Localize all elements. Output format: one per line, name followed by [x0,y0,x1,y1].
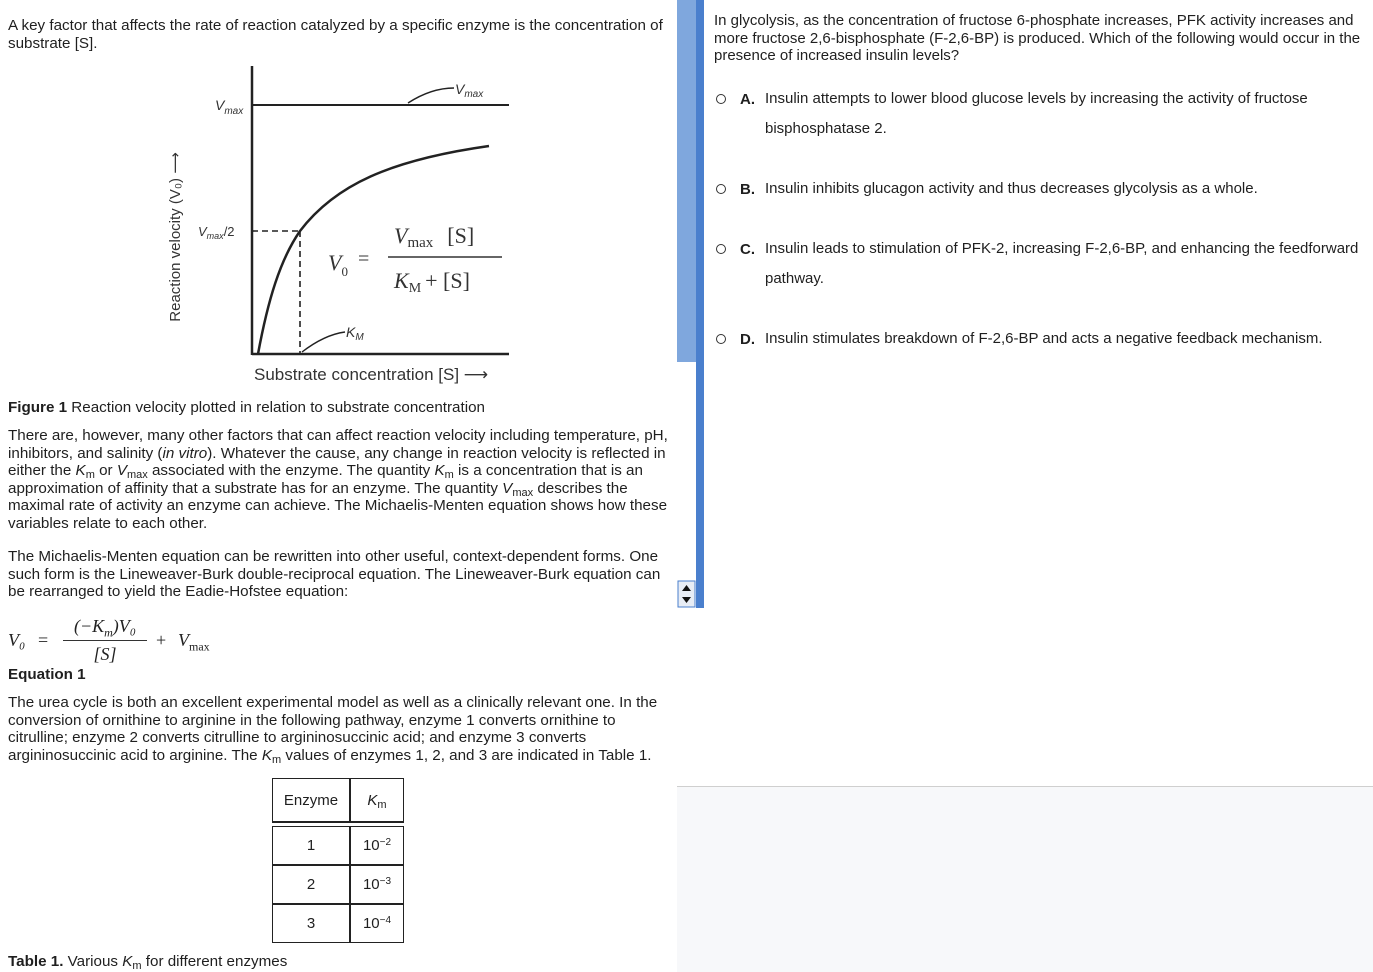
radio-button-icon[interactable] [716,94,726,104]
passage-pane[interactable] [0,0,676,972]
radio-button-icon[interactable] [716,244,726,254]
passage-paragraph-3: The Michaelis-Menten equation can be rewritten into other useful, context-dependent forms. One such form is the Lineweaver-Burk double-reciprocal equation. The Lineweaver-Burk equation can be rearranged to yield the Eadie-Hofstee equation: [8,548,661,601]
radio-button-icon[interactable] [716,184,726,194]
table-1-caption: Table 1. Various $K_m$ for different enzymes [8,953,288,972]
table-row: 3 $10^{-4}$ [272,904,404,943]
km-table [272,778,404,943]
michaelis-menten-curve [258,146,489,354]
table-row: 2 $10^{-3}$ [272,865,404,904]
scrollbar-thumb[interactable] [677,0,696,362]
table-header-enzyme: Enzyme [272,778,350,823]
table-row: 1 $10^{-2}$ [272,826,404,865]
passage-intro: A key factor that affects the rate of reaction catalyzed by a specific enzyme is the concentration of substrate [S]. [8,17,663,52]
mm-equation [328,223,502,296]
svg-text:=: = [358,248,370,270]
figure-1-graph [150,60,530,395]
equation-1: V₀ = $(-K_m)V_0$ [S] + $V_{max}$ [8,616,210,664]
table-header-km: $K_m$ [350,778,404,823]
equation-1-label: Equation 1 [8,666,86,683]
vmax-callout-label: $V_{max}$ [455,81,484,100]
svg-text:V0: $V_0$ [328,250,348,279]
svg-text:KM+ [S]: KM + [S] [394,268,470,296]
scrollbar-track[interactable] [696,0,704,608]
svg-text:Vmax[S]: Vmax [S] [394,223,475,251]
table-header-row [272,778,404,823]
vmax-callout-arrow [408,88,454,103]
bottom-panel [677,787,1373,972]
km-callout-label: $K_M$ [346,324,364,343]
question-stem: In glycolysis, as the concentration of fructose 6-phosphate increases, PFK activity increases and more fructose 2,6-bisphosphate (F-2,6-BP) is produced. Which of the following would occur in the presence of increased insulin levels? [714,12,1361,64]
vmax-axis-label: $V_{max}$ [215,97,244,117]
passage-paragraph-2: There are, however, many other factors that can affect reaction velocity including temperature, pH, inhibitors, and salinity (in vitro). Whatever the cause, any change in reaction velocity is reflected in either the $K_m$ or $V_{max}$ associated with the enzyme. The quantity $K_m$ is a concentration that is an approximation of affinity that a substrate has for an enzyme. The quantity $V_{max}$ describes the maximal rate of activity an enzyme can achieve. The Michaelis-Menten equation shows how these variables relate to each other. [8,427,668,532]
radio-button-icon[interactable] [716,334,726,344]
scrollbar-arrows[interactable] [677,580,696,608]
vmax-half-label: $V_{max}/2$ [198,224,235,241]
y-axis-label: Reaction velocity (V₀) ⟶ [167,152,184,322]
passage-paragraph-4: The urea cycle is both an excellent experimental model as well as a clinically relevant one. In the conversion of ornithine to arginine in the following pathway, enzyme 1 converts ornithine to citrulline; enzyme 2 converts citrulline to argininosuccinic acid; and enzyme 3 converts argininosuccinic acid to arginine. The $K_m$ values of enzymes 1, 2, and 3 are indicated in Table 1. [8,694,658,766]
km-callout-arrow [302,332,345,352]
x-axis-label: Substrate concentration [S] ⟶ [254,365,489,384]
figure-1-caption: Figure 1 Reaction velocity plotted in relation to substrate concentration [8,399,485,416]
passage-scrollbar[interactable] [677,0,704,608]
